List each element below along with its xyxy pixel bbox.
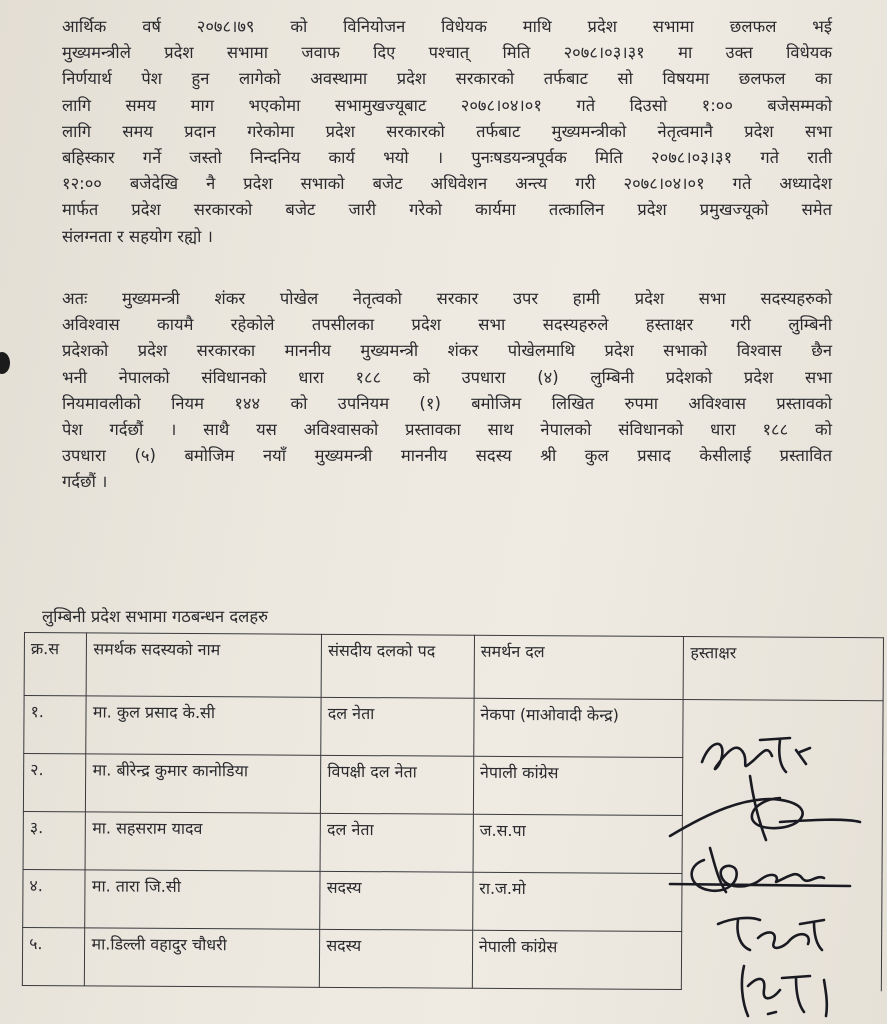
cell-signature [683, 758, 883, 817]
cell-party-post: दल नेता [321, 697, 474, 756]
paragraph-1-line: संलग्नता र सहयोग रह्यो । [62, 226, 213, 246]
header-support-party: समर्थन दल [474, 635, 684, 699]
paragraph-1-line: आर्थिक वर्ष २०७८।७९ को विनियोजन विधेयक माथि प्रदेश सभामा छलफल भई [62, 17, 832, 36]
paragraph-2-line: अतः मुख्यमन्त्री शंकर पोखेल नेतृत्वको सरकार उपर हामी प्रदेश सभा सदस्यहरुको [62, 289, 832, 308]
cell-signature [682, 874, 882, 933]
table-header-row [24, 633, 883, 701]
cell-member-name: मा. कुल प्रसाद के.सी [86, 696, 321, 755]
paragraph-2-line: उपधारा (५) बमोजिम नयाँ मुख्यमन्त्री माननीय सदस्य श्री कुल प्रसाद केसीलाई प्रस्तावित [62, 446, 832, 466]
table-row [24, 696, 883, 759]
cell-party-post: विपक्षी दल नेता [321, 755, 474, 814]
paragraph-2-line: भनी नेपालको संविधानको धारा १८८ को उपधारा (४) लुम्बिनी प्रदेशको प्रदेश सभा [62, 367, 832, 387]
cell-support-party: नेपाली कांग्रेस [473, 756, 683, 815]
signature-table [22, 632, 884, 991]
table-row [22, 927, 881, 990]
cell-serial: २. [23, 754, 86, 812]
header-party-post: संसदीय दलको पद [321, 634, 474, 698]
paragraph-2 [62, 286, 832, 496]
header-signature: हस्ताक्षर [684, 637, 884, 701]
paragraph-1-line: लागि समय माग भएकोमा सभामुखज्यूबाट २०७८।०४।०१ गते दिउसो १:०० बजेसम्मको [62, 95, 832, 115]
cell-serial: ३. [23, 811, 86, 869]
paragraph-1-line: बहिस्कार गर्ने जस्तो निन्दनिय कार्य भयो । पुनःषडयन्त्रपूर्वक मिति २०७८।०३।३१ गते राती [62, 148, 832, 168]
paragraph-2-line: अविश्वास कायमै रहेकोले तपसीलका प्रदेश सभा सदस्यहरुले हस्ताक्षर गरी लुम्बिनी [62, 315, 832, 335]
cell-party-post: दल नेता [320, 813, 473, 872]
cell-support-party: ज.स.पा [473, 814, 683, 873]
paragraph-2-line: पेश गर्दछौं । साथै यस अविश्वासको प्रस्तावका साथ नेपालको संविधानको धारा १८८ को [62, 420, 832, 440]
cell-party-post: सदस्य [320, 929, 473, 988]
cell-member-name: मा. सहसराम यादव [86, 812, 321, 871]
cell-member-name: मा. तारा जि.सी [85, 870, 320, 929]
paragraph-1-line: मार्फत प्रदेश सरकारको बजेट जारी गरेको कार्यमा तत्कालिन प्रदेश प्रमुखज्यूको समेत [62, 200, 832, 220]
cell-member-name: मा. बीरेन्द्र कुमार कानोडिया [86, 754, 321, 813]
cell-signature [682, 932, 882, 991]
paragraph-1-line: १२:०० बजेदेखि नै प्रदेश सभाको बजेट अधिवेशन अन्त्य गरी २०७८।०४।०१ गते अध्यादेश [62, 174, 832, 194]
cell-signature [683, 700, 883, 759]
table-row [23, 811, 882, 874]
table-row [23, 754, 882, 817]
paragraph-1-line: लागि समय प्रदान गरेकोमा प्रदेश सरकारको तर्फबाट मुख्यमन्त्रीको नेतृत्वमानै प्रदेश सभा [62, 121, 832, 141]
cell-serial: ५. [22, 927, 85, 985]
paragraph-1 [62, 14, 832, 250]
cell-support-party: नेपाली कांग्रेस [472, 930, 682, 989]
cell-serial: १. [24, 696, 87, 754]
cell-member-name: मा.डिल्ली वहादुर चौधरी [85, 928, 320, 987]
paragraph-2-line: नियमावलीको नियम १४४ को उपनियम (१) बमोजिम लिखित रुपमा अविश्वास प्रस्तावको [62, 393, 832, 413]
paragraph-1-line: निर्णयार्थ पेश हुन लागेको अवस्थामा प्रदेश सरकारको तर्फबाट सो विषयमा छलफल का [62, 69, 832, 89]
table-title: लुम्बिनी प्रदेश सभामा गठबन्धन दलहरु [42, 607, 268, 626]
paragraph-2-line: प्रदेशको प्रदेश सरकारका माननीय मुख्यमन्त्री शंकर पोखेलमाथि प्रदेश सभाको विश्वास छैन [62, 341, 832, 361]
cell-support-party: नेकपा (माओवादी केन्द्र) [474, 698, 684, 757]
table-row [23, 869, 882, 932]
paragraph-1-line: मुख्यमन्त्रीले प्रदेश सभामा जवाफ दिए पश्चात् मिति २०७८।०३।३१ मा उक्त विधेयक [62, 43, 832, 63]
punch-hole [0, 352, 10, 374]
cell-party-post: सदस्य [320, 871, 473, 930]
paragraph-2-line: गर्दछौं । [62, 472, 108, 492]
cell-support-party: रा.ज.मो [473, 872, 683, 931]
cell-serial: ४. [23, 869, 86, 927]
header-serial: क्र.स [24, 633, 87, 696]
cell-signature [683, 816, 883, 875]
header-member-name: समर्थक सदस्यको नाम [87, 633, 322, 697]
